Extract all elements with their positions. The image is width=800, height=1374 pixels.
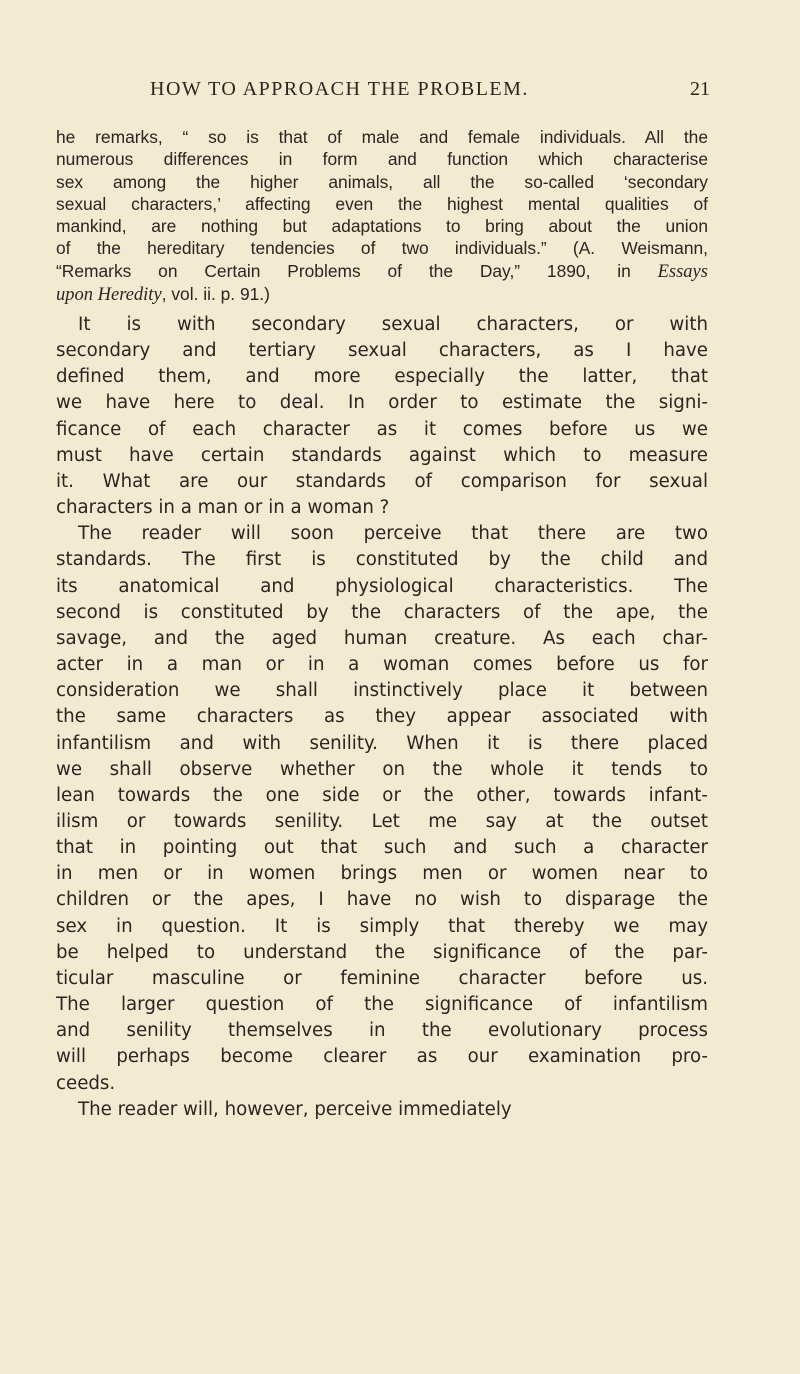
text-line: acter in a man or in a woman comes before us for [56, 654, 708, 676]
text-line: infantilism and with senility. When it is there placed [56, 732, 708, 754]
text-line: standards. The first is constituted by the child and [56, 549, 708, 571]
text-line: savage, and the aged human creature. As each char- [56, 627, 708, 649]
quote-line: mankind, are nothing but adaptations to bring about the union [56, 216, 708, 237]
text-line: will perhaps become clearer as our examination pro- [56, 1046, 708, 1068]
text-line: we shall observe whether on the whole it tends to [56, 758, 708, 780]
text-line: The reader will soon perceive that there are two [78, 523, 708, 545]
text-line: characters in a man or in a woman ? [56, 497, 390, 519]
text-line: consideration we shall instinctively place it between [56, 680, 708, 702]
text-line: ticular masculine or feminine character before us. [56, 967, 708, 989]
quote-line [56, 283, 708, 306]
text-line: the same characters as they appear associated with [56, 706, 708, 728]
running-title: HOW TO APPROACH THE PROBLEM. [150, 78, 529, 100]
text-line: it. What are our standards of comparison for sexual [56, 470, 708, 492]
running-head [150, 78, 710, 108]
text-line: must have certain standards against which to measure [56, 444, 708, 466]
text-line: be helped to understand the significance of the par- [56, 941, 708, 963]
page-number: 21 [690, 78, 710, 100]
quote-line-text: “Remarks on Certain Problems of the Day,” 1890, in [56, 260, 631, 281]
quoted-passage [56, 126, 708, 306]
text-line: its anatomical and physiological characteristics. The [56, 575, 708, 597]
text-line: we have here to deal. In order to estimate the signi- [56, 392, 708, 414]
text-line: defined them, and more especially the latter, that [56, 366, 708, 388]
quote-line: sexual characters,’ affecting even the highest mental qualities of [56, 193, 708, 214]
text-line: second is constituted by the characters of the ape, the [56, 601, 708, 623]
quote-line [56, 260, 708, 283]
text-line: secondary and tertiary sexual characters, as I have [56, 340, 708, 362]
text-line: It is with secondary sexual characters, or with [78, 314, 708, 335]
quote-line: sex among the higher animals, all the so-called ‘secondary [56, 171, 708, 192]
italic-title: Essays [657, 261, 708, 282]
text-line: in men or in women brings men or women near to [56, 863, 708, 885]
quote-line: of the hereditary tendencies of two individuals.” (A. Weismann, [56, 238, 708, 259]
text-line: The larger question of the significance of infantilism [56, 994, 708, 1016]
text-line: lean towards the one side or the other, towards infant- [56, 784, 708, 806]
text-line: ilism or towards senility. Let me say at the outset [56, 810, 708, 832]
text-line: The reader will, however, perceive immediately [78, 1098, 512, 1120]
text-line: ceeds. [56, 1072, 116, 1094]
text-line: that in pointing out that such and such a character [56, 837, 708, 859]
text-line: sex in question. It is simply that thereby we may [56, 915, 708, 937]
citation-tail: , vol. ii. p. 91.) [161, 284, 270, 305]
italic-title: upon Heredity [56, 285, 162, 306]
text-line: ficance of each character as it comes before us we [56, 418, 708, 440]
quote-line: he remarks, “ so is that of male and female individuals. All the [56, 127, 708, 147]
body-text [56, 312, 708, 1123]
text-line: children or the apes, I have no wish to disparage the [56, 889, 708, 911]
text-line: and senility themselves in the evolutionary process [56, 1020, 708, 1042]
quote-line: numerous differences in form and function which characterise [56, 149, 708, 170]
